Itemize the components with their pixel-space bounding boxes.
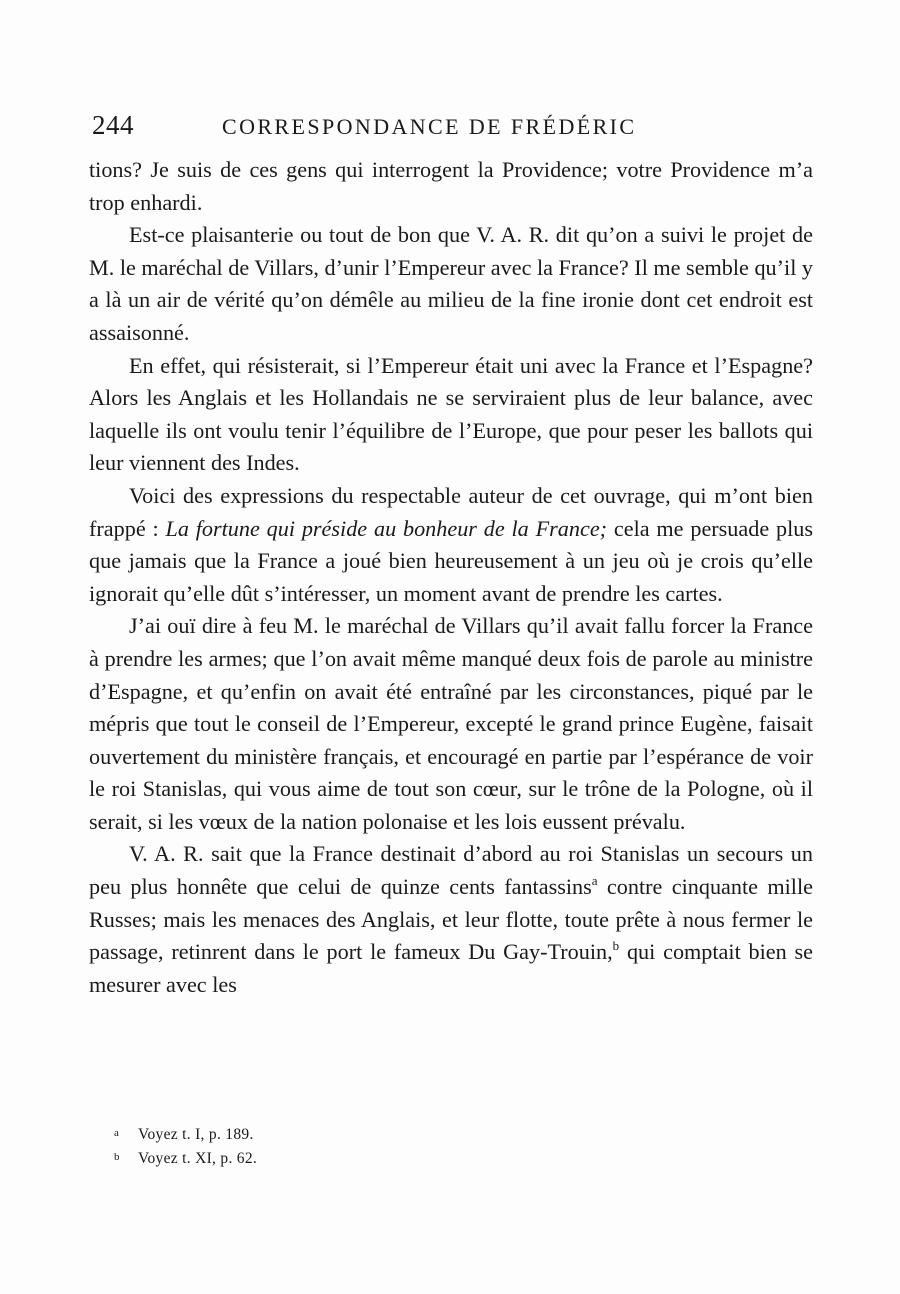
- paragraph-6-text-start: V. A. R. sait que la France destinait d’abord au roi Stanislas un secours un peu plus honnête que celui de quinze cents fantassins: [89, 841, 813, 900]
- footnote-a: [114, 1122, 714, 1146]
- footnote-ref-a: a: [591, 873, 598, 889]
- body-text: [89, 154, 813, 1001]
- footnote-mark: a: [114, 1127, 120, 1139]
- footnote-text: Voyez t. XI, p. 62.: [138, 1150, 258, 1167]
- footnote-ref-b: b: [612, 938, 620, 954]
- footnote-b: [114, 1146, 714, 1170]
- paragraph-3: En effet, qui résisterait, si l’Empereur était uni avec la France et l’Espagne? Alors les Anglais et les Hollandais ne se serviraient plus de leur balance, avec laquelle ils ont voulu tenir l’équilibre de l’Europe, que pour peser les ballots qui leur viennent des Indes.: [89, 352, 813, 476]
- page-number: 244: [92, 110, 134, 140]
- footnote-text: Voyez t. I, p. 189.: [138, 1126, 254, 1143]
- paragraph-4: [89, 480, 813, 610]
- paragraph-6: [89, 838, 813, 1001]
- paragraph-6-text-middle: contre cinquante mille Russes; mais les menaces des Anglais, et leur flotte, toute prête à nous fermer le passage, retinrent dans le port le fameux Du Gay-Trouin,: [89, 874, 813, 965]
- paragraph-2: Est-ce plaisanterie ou tout de bon que V. A. R. dit qu’on a suivi le projet de M. le maréchal de Villars, d’unir l’Empereur avec la France? Il me semble qu’il y a là un air de vérité qu’on démêle au milieu de la fine ironie dont cet endroit est assaisonné.: [89, 222, 813, 345]
- italic-quotation: La fortune qui préside au bonheur de la France;: [165, 515, 608, 541]
- running-title: CORRESPONDANCE DE FRÉDÉRIC: [222, 114, 637, 139]
- paragraph-5: J’ai ouï dire à feu M. le maréchal de Villars qu’il avait fallu forcer la France à prendre les armes; que l’on avait même manqué deux fois de parole au ministre d’Espagne, et qu’enfin on avait été entraîné par les circonstances, piqué par le mépris que tout le conseil de l’Empereur, excepté le grand prince Eugène, faisait ouvertement du ministère français, et encouragé en partie par l’espérance de voir le roi Stanislas, qui vous aime de tout son cœur, sur le trône de la Pologne, où il serait, si les vœux de la nation polonaise et les lois eussent prévalu.: [89, 613, 813, 834]
- footnotes: [114, 1122, 714, 1170]
- paragraph-4-text-end: cela me persuade plus que jamais que la France a joué bien heureusement à un jeu où je crois qu’elle ignorait qu’elle dût s’intéresser, un moment avant de prendre les cartes.: [89, 515, 814, 606]
- paragraph-6-text-end: qui comptait bien se mesurer avec les: [89, 939, 814, 997]
- paragraph-4-text-start: Voici des expressions du respectable auteur de cet ouvrage, qui m’ont bien frappé :: [89, 482, 813, 541]
- running-head: [92, 110, 812, 146]
- footnote-mark: b: [114, 1151, 120, 1163]
- paragraph-1: tions? Je suis de ces gens qui interrogent la Providence; votre Providence m’a trop enhardi.: [89, 157, 813, 215]
